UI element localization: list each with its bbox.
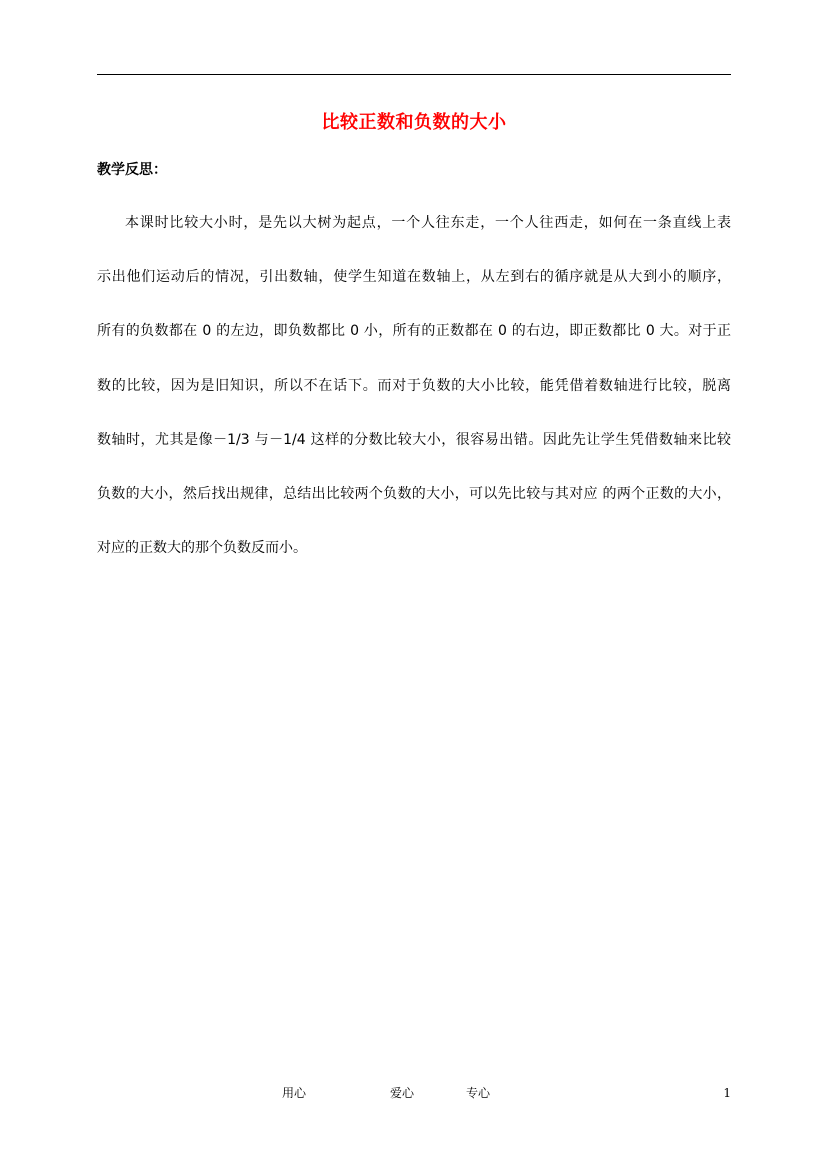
body-paragraph (97, 211, 731, 590)
body-line: 示出他们运动后的情况，引出数轴，使学生知道在数轴上，从左到右的循序就是从大到小的顺序， (97, 269, 731, 286)
footer-motto: 专心 (466, 1086, 491, 1100)
footer-motto: 用心 (282, 1086, 307, 1100)
body-line: 本课时比较大小时，是先以大树为起点，一个人往东走，一个人往西走，如何在一条直线上表 (125, 215, 731, 231)
body-line: 所有的负数都在 0 的左边，即负数都比 0 小，所有的正数都在 0 的右边，即正数都比 0 大。对于正 (97, 323, 731, 340)
header-rule (97, 74, 731, 75)
body-line: 数的比较，因为是旧知识，所以不在话下。而对于负数的大小比较，能凭借着数轴进行比较，脱离 (97, 377, 731, 394)
body-line: 负数的大小，然后找出规律，总结出比较两个负数的大小，可以先比较与其对应 的两个正数的大小， (97, 485, 731, 502)
page-number: 1 (723, 1086, 731, 1100)
footer-motto: 爱心 (390, 1086, 415, 1100)
body-line: 对应的正数大的那个负数反而小。 (97, 540, 307, 557)
document-title: 比较正数和负数的大小 (321, 112, 507, 133)
body-line: 数轴时，尤其是像－1/3 与－1/4 这样的分数比较大小，很容易出错。因此先让学生凭借数轴来比较 (97, 431, 731, 448)
section-heading: 教学反思： (97, 162, 167, 178)
